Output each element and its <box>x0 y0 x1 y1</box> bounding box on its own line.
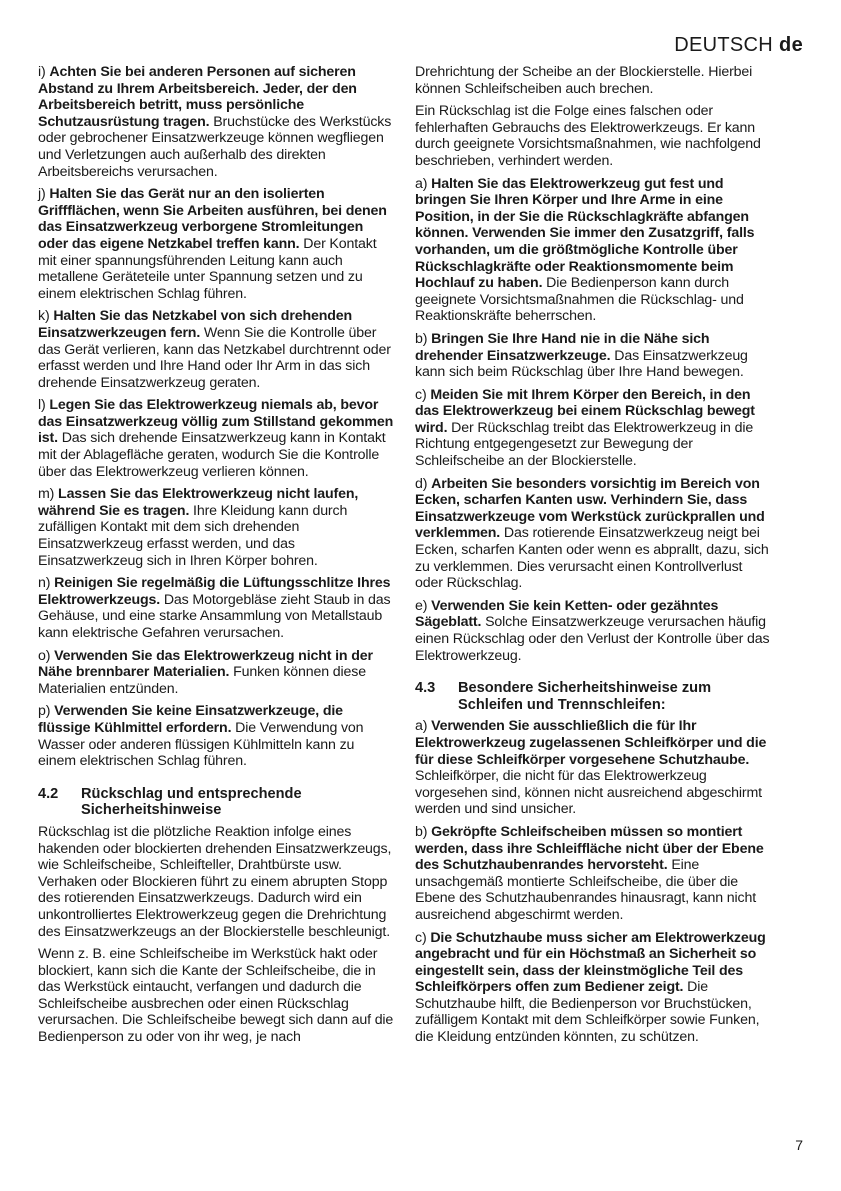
safety-instruction <box>38 703 394 769</box>
item-prefix: p) <box>38 703 55 720</box>
language-code: de <box>779 34 803 56</box>
item-body-text: Drehrichtung der Scheibe an der Blockierstelle. Hierbei können Schleifscheiben auch brechen. <box>415 64 753 97</box>
item-bold-text: Halten Sie das Elektrowerkzeug gut fest und bringen Sie Ihren Körper und Ihre Arme in eine Position, in der Sie die Rückschlagkräfte abfangen können. Verwenden Sie immer den Zusatzgriff, falls vorhanden, um die größtmögliche Kontrolle über Rückschlagkräfte oder Reaktionsmomente beim Hochlauf zu haben. <box>415 175 755 292</box>
item-prefix: j) <box>38 186 50 203</box>
language-name: DEUTSCH <box>674 34 774 56</box>
safety-instruction <box>415 718 771 818</box>
item-body-text: Eine unsachgemäß montierte Schleifscheibe, die über die Ebene des Schutzhaubenrandes hinausragt, kann nicht ausreichend abgeschirmt werden. <box>415 857 756 923</box>
item-prefix: b) <box>415 823 432 840</box>
item-prefix: c) <box>415 386 431 403</box>
item-bold-text: Verwenden Sie keine Einsatzwerkzeuge, die flüssige Kühlmittel erfordern. <box>38 703 343 736</box>
item-body-text: Ein Rückschlag ist die Folge eines falschen oder fehlerhaften Gebrauchs des Elektrowerkzeugs. Er kann durch geeignete Vorsichtsmaßnahmen, wie nachfolgend beschrieben, verhindert werden. <box>415 103 761 169</box>
item-body-text: Das rotierende Einsatzwerkzeug neigt bei Ecken, scharfen Kanten oder wenn es abprallt, dazu, sich zu verklemmen. Dies verursacht einen Kontrollverlust oder Rückschlag. <box>415 525 769 592</box>
page-number: 7 <box>795 1137 803 1153</box>
item-bold-text: Gekröpfte Schleifscheiben müssen so montiert werden, dass ihre Schleiffläche nicht über der Ebene des Schutzhaubenrandes hervorsteht. <box>415 823 764 874</box>
item-prefix: o) <box>38 647 55 664</box>
item-body-text: Der Rückschlag treibt das Elektrowerkzeug in die Richtung entgegengesetzt zur Bewegung der Schleifscheibe an der Blockierstelle. <box>415 419 754 470</box>
item-body-text: Wenn z. B. eine Schleifscheibe im Werkstück hakt oder blockiert, kann sich die Kante der Schleifscheibe, die in das Werkstück eintaucht, verfangen und dadurch die Schleifscheibe ausbrechen oder einen Rückschlag verursachen. Die Schleifscheibe bewegt sich dann auf die Bedienperson zu oder von ihr weg, je nach <box>38 946 394 1046</box>
item-bold-text: Bringen Sie Ihre Hand nie in die Nähe sich drehender Einsatzwerkzeuge. <box>415 330 710 364</box>
item-bold-text: Arbeiten Sie besonders vorsichtig im Bereich von Ecken, scharfen Kanten usw. Verhindern Sie, dass Einsatzwerkzeuge vom Werkstück zurückprallen und verklemmen. <box>415 475 765 542</box>
section-heading <box>415 680 771 713</box>
item-body-text: Ihre Kleidung kann durch zufälligen Kontakt mit dem sich drehenden Einsatzwerkzeug erfasst werden, und das Einsatzwerkzeug sich in Ihren Körper bohren. <box>38 502 348 569</box>
safety-instruction <box>415 331 771 381</box>
item-body-text: Das sich drehende Einsatzwerkzeug kann in Kontakt mit der Ablagefläche geraten, wodurch Sie die Kontrolle über das Elektrowerkzeug verlieren können. <box>38 430 386 480</box>
item-body-text: Rückschlag ist die plötzliche Reaktion infolge eines hakenden oder blockierten drehenden Einsatzwerkzeugs, wie Schleifscheibe, Schleifteller, Drahtbürste usw. Verhaken oder Blockieren führt zu einem abrupten Stopp des rotierenden Einsatzwerkzeugs. Dadurch wird ein unkontrolliertes Elektrowerkzeug gegen die Drehrichtung des Einsatzwerkzeugs an der Blockierstelle beschleunigt. <box>38 823 392 940</box>
safety-instruction <box>38 397 394 480</box>
item-prefix: e) <box>415 597 432 614</box>
item-prefix: k) <box>38 308 54 325</box>
item-body-text: Das Einsatzwerkzeug kann sich beim Rückschlag über Ihre Hand bewegen. <box>415 347 748 381</box>
item-prefix: i) <box>38 64 50 80</box>
item-prefix: a) <box>415 175 432 192</box>
safety-instruction <box>38 486 394 569</box>
item-prefix: l) <box>38 397 50 414</box>
safety-instruction <box>415 824 771 924</box>
item-bold-text: Die Schutzhaube muss sicher am Elektrowerkzeug angebracht und für ein Höchstmaß an Sicherheit so eingestellt sein, dass der kleinstmögliche Teil des Schleifkörpers offen zum Bediener zeigt. <box>415 929 766 996</box>
item-prefix: n) <box>38 575 55 592</box>
safety-instruction <box>415 476 771 592</box>
section-number: 4.2 <box>38 785 59 802</box>
item-prefix: a) <box>415 718 432 735</box>
item-bold-text: Achten Sie bei anderen Personen auf sicheren Abstand zu Ihrem Arbeitsbereich. Jeder, der den Arbeitsbereich betritt, muss persönliche Schutzausrüstung tragen. <box>38 64 357 130</box>
safety-instruction <box>415 176 771 325</box>
safety-instruction <box>38 575 394 641</box>
item-body-text: Die Schutzhaube hilft, die Bedienperson vor Bruchstücken, zufälligem Kontakt mit dem Schleifkörper sowie Funken, die Kleidung entzünden könnten, zu schützen. <box>415 979 760 1046</box>
item-bold-text: Meiden Sie mit Ihrem Körper den Bereich, in den das Elektrowerkzeug bei einem Rückschlag bewegt wird. <box>415 386 755 436</box>
safety-instruction <box>415 103 771 169</box>
item-body-text: Das Motorgebläse zieht Staub in das Gehäuse, und eine starke Ansammlung von Metallstaub kann elektrische Gefahren verursachen. <box>38 591 391 641</box>
item-prefix: d) <box>415 475 432 492</box>
section-title: Besondere Sicherheitshinweise zum Schleifen und Trennschleifen: <box>458 680 712 713</box>
item-body-text: Schleifkörper, die nicht für das Elektrowerkzeug vorgesehen sind, können nicht ausreichend abgeschirmt werden und sind unsicher. <box>415 768 762 818</box>
item-prefix: b) <box>415 330 432 347</box>
safety-instruction <box>38 308 394 391</box>
item-body-text: Bruchstücke des Werkstücks oder gebrochener Einsatzwerkzeuge können wegfliegen und Verletzungen auch außerhalb des direkten Arbeitsbereichs verursachen. <box>38 113 392 180</box>
item-body-text: Die Verwendung von Wasser oder anderen flüssigen Kühlmitteln kann zu einem elektrischen Schlag führen. <box>38 719 364 770</box>
item-body-text: Solche Einsatzwerkzeuge verursachen häufig einen Rückschlag oder den Verlust der Kontrolle über das Elektrowerkzeug. <box>415 614 770 664</box>
item-bold-text: Verwenden Sie kein Ketten- oder gezähntes Sägeblatt. <box>415 597 719 631</box>
item-body-text: Funken können diese Materialien entzünden. <box>38 664 366 697</box>
item-bold-text: Halten Sie das Netzkabel von sich drehenden Einsatzwerkzeugen fern. <box>38 308 352 341</box>
item-body-text: Der Kontakt mit einer spannungsführenden Leitung kann auch metallene Geräteteile unter Spannung setzen und zu einem elektrischen Schlag führen. <box>38 235 377 302</box>
item-body-text: Die Bedienperson kann durch geeignete Vorsichtsmaßnahmen die Rückschlag- und Reaktionskräfte beherrschen. <box>415 275 744 325</box>
safety-instruction <box>415 387 771 470</box>
item-bold-text: Verwenden Sie das Elektrowerkzeug nicht in der Nähe brennbarer Materialien. <box>38 647 373 681</box>
item-body-text: Wenn Sie die Kontrolle über das Gerät verlieren, kann das Netzkabel durchtrennt oder erfasst werden und Ihre Hand oder Ihr Arm in das sich drehende Einsatzwerkzeug geraten. <box>38 324 391 391</box>
item-bold-text: Reinigen Sie regelmäßig die Lüftungsschlitze Ihres Elektrowerkzeugs. <box>38 575 391 608</box>
item-prefix: c) <box>415 929 431 946</box>
item-bold-text: Verwenden Sie ausschließlich die für Ihr Elektrowerkzeug zugelassenen Schleifkörper und die für diese Schleifkörper vorgesehene Schutzhaube. <box>415 718 767 768</box>
safety-instruction <box>415 598 771 664</box>
section-title: Rückschlag und entsprechende Sicherheitshinweise <box>81 785 302 819</box>
section-heading <box>38 786 394 819</box>
item-bold-text: Lassen Sie das Elektrowerkzeug nicht laufen, während Sie es tragen. <box>38 486 359 519</box>
header-language <box>674 34 803 57</box>
safety-instruction <box>415 930 771 1046</box>
safety-instruction <box>38 64 394 180</box>
right-column <box>415 64 771 1052</box>
left-column <box>38 64 394 1052</box>
safety-instruction <box>38 648 394 698</box>
item-bold-text: Legen Sie das Elektrowerkzeug niemals ab, bevor das Einsatzwerkzeug völlig zum Stillstand gekommen ist. <box>38 397 394 447</box>
safety-instruction <box>38 824 394 940</box>
section-number: 4.3 <box>415 680 436 697</box>
safety-instruction <box>415 64 771 97</box>
safety-instruction <box>38 186 394 302</box>
safety-instruction <box>38 946 394 1046</box>
item-prefix: m) <box>38 486 59 503</box>
item-bold-text: Halten Sie das Gerät nur an den isolierten Griffflächen, wenn Sie Arbeiten ausführen, bei denen das Einsatzwerkzeug verborgene Stromleitungen oder das eigene Netzkabel treffen kann. <box>38 186 387 252</box>
